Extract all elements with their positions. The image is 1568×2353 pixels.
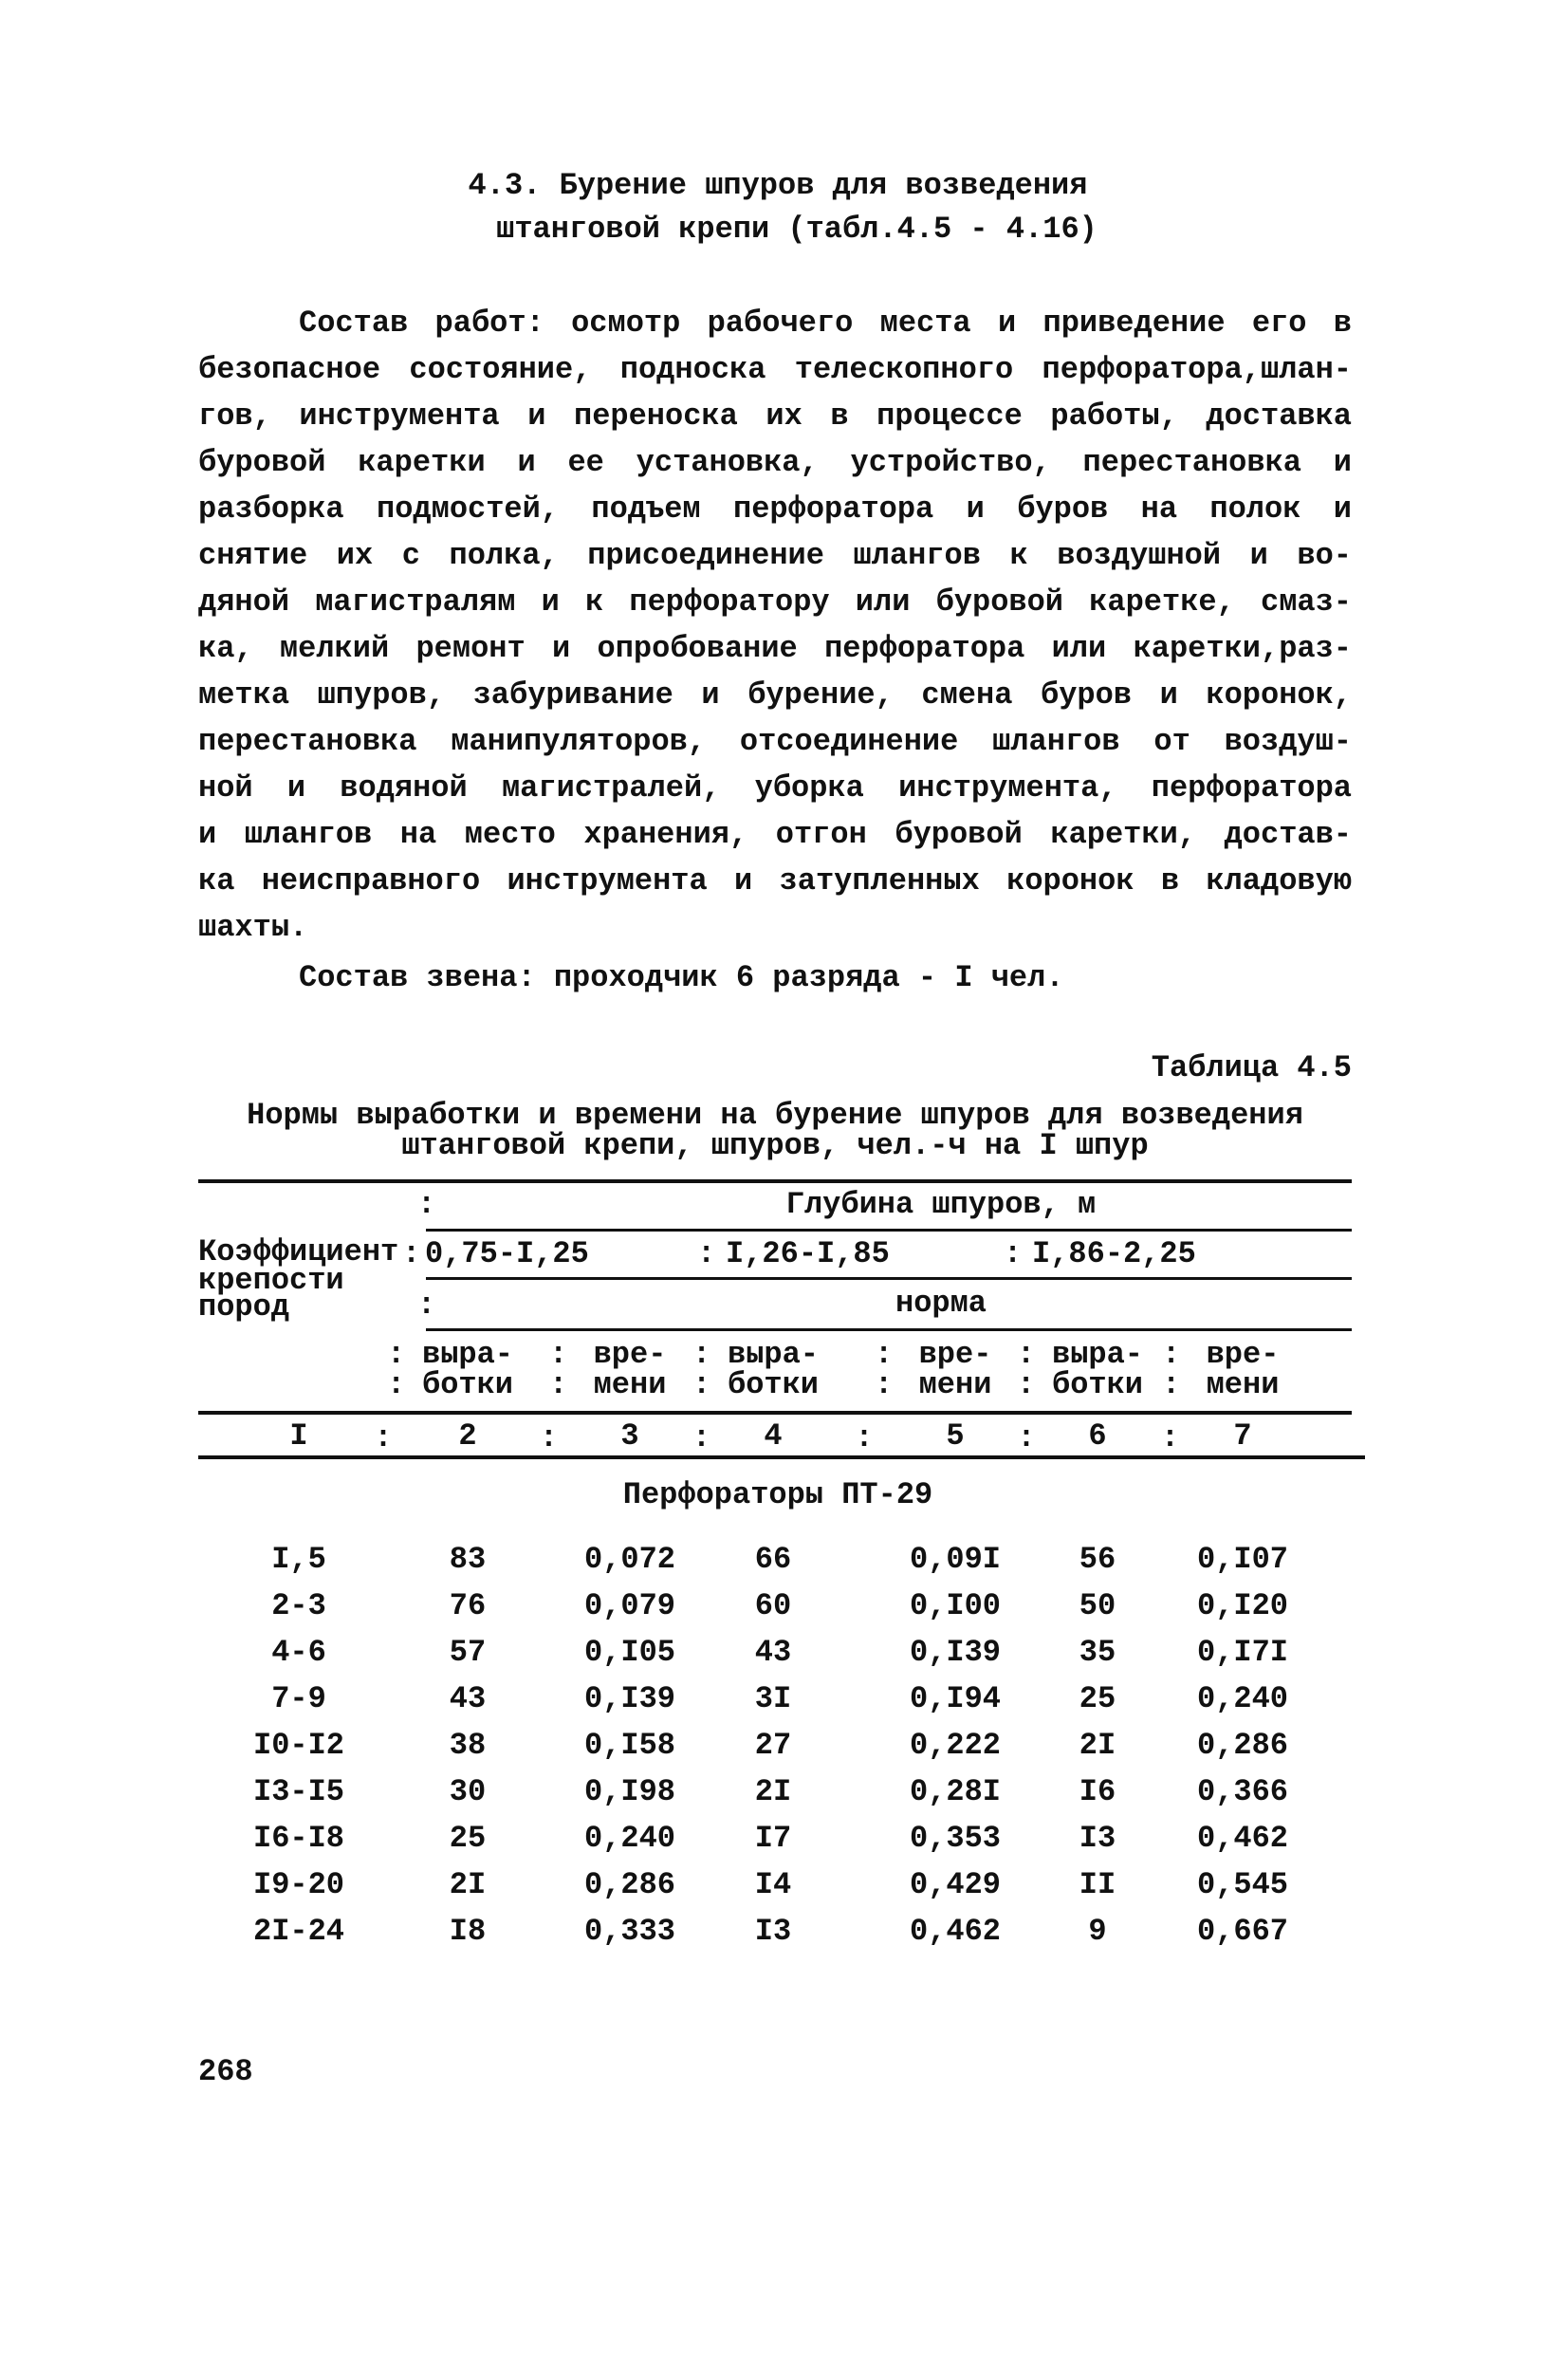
row-header-line2: крепости — [198, 1263, 344, 1298]
table-cell: 9 — [1088, 1914, 1107, 1949]
table-cell: I7 — [754, 1821, 792, 1856]
table-cell: 57 — [449, 1635, 487, 1670]
header-bottom-rule — [198, 1411, 1352, 1415]
col-separator: : — [387, 1367, 406, 1402]
table-cell: 0,09I — [909, 1542, 1002, 1577]
table-cell: 2I — [449, 1867, 487, 1902]
table-label: Таблица 4.5 — [1151, 1050, 1352, 1085]
depth-header: Глубина шпуров, м — [785, 1187, 1097, 1222]
table-cell: 50 — [1079, 1588, 1116, 1623]
col-separator: : — [402, 1236, 421, 1271]
table-cell: 2I — [754, 1774, 792, 1809]
table-cell: 0,240 — [1196, 1681, 1289, 1716]
col-separator: : — [417, 1187, 436, 1222]
table-cell: 38 — [449, 1728, 487, 1763]
col-separator: : — [374, 1420, 393, 1455]
table-cell: 27 — [754, 1728, 792, 1763]
col-separator: : — [875, 1367, 894, 1402]
table-cell: 0,I07 — [1196, 1542, 1289, 1577]
table-cell: I8 — [449, 1914, 487, 1949]
table-cell: 25 — [449, 1821, 487, 1856]
col-separator: : — [1162, 1337, 1181, 1372]
table-cell: 0,353 — [909, 1821, 1002, 1856]
sub-header: вре- — [593, 1337, 667, 1372]
col-separator: : — [1017, 1337, 1036, 1372]
table-cell: 2-3 — [271, 1588, 326, 1623]
table-cell: I,5 — [271, 1542, 326, 1577]
page-number: 268 — [198, 2054, 253, 2089]
column-numbers-rule — [198, 1455, 1365, 1459]
table-cell: 25 — [1079, 1681, 1116, 1716]
table-cell: 0,286 — [1196, 1728, 1289, 1763]
table-cell: 4-6 — [271, 1635, 326, 1670]
table-cell: 0,079 — [583, 1588, 676, 1623]
sub-header: мени — [918, 1367, 992, 1402]
col-separator: : — [697, 1236, 716, 1271]
table-cell: 0,462 — [1196, 1821, 1289, 1856]
table-cell: I4 — [754, 1867, 792, 1902]
col-separator: : — [1162, 1367, 1181, 1402]
table-cell: I3 — [1079, 1821, 1116, 1856]
sub-header: мени — [593, 1367, 667, 1402]
table-cell: 0,I94 — [909, 1681, 1002, 1716]
table-cell: 0,286 — [583, 1867, 676, 1902]
depth-range-1: 0,75-I,25 — [425, 1236, 589, 1271]
paragraph-line: и шлангов на место хранения, отгон буровой каретки, достав- — [198, 817, 1352, 852]
table-cell: I6-I8 — [252, 1821, 345, 1856]
depth-rule — [426, 1229, 1352, 1232]
table-cell: 2I-24 — [252, 1914, 345, 1949]
table-cell: I0-I2 — [252, 1728, 345, 1763]
table-cell: 43 — [754, 1635, 792, 1670]
norm-header: норма — [895, 1286, 987, 1321]
column-number: 2 — [458, 1418, 477, 1454]
table-cell: II — [1079, 1867, 1116, 1902]
table-title-line1: Нормы выработки и времени на бурение шпуров для возведения — [247, 1098, 1303, 1133]
section-heading-line1: 4.3. Бурение шпуров для возведения — [468, 168, 1088, 203]
table-cell: 43 — [449, 1681, 487, 1716]
table-cell: 0,I20 — [1196, 1588, 1289, 1623]
table-cell: I9-20 — [252, 1867, 345, 1902]
col-separator: : — [1017, 1420, 1036, 1455]
section-label: Перфораторы ПТ-29 — [622, 1477, 933, 1512]
table-cell: 0,I00 — [909, 1588, 1002, 1623]
depth-range-2: I,26-I,85 — [726, 1236, 890, 1271]
column-number: 5 — [946, 1418, 965, 1454]
table-cell: 0,545 — [1196, 1867, 1289, 1902]
table-cell: 0,I39 — [583, 1681, 676, 1716]
col-separator: : — [1160, 1420, 1180, 1455]
row-header-line1: Коэффициент — [198, 1234, 399, 1269]
table-cell: 60 — [754, 1588, 792, 1623]
table-cell: 83 — [449, 1542, 487, 1577]
col-separator: : — [692, 1420, 711, 1455]
row-header-line3: пород — [198, 1289, 290, 1325]
col-separator: : — [417, 1288, 436, 1323]
table-cell: 0,429 — [909, 1867, 1002, 1902]
col-separator: : — [539, 1420, 559, 1455]
table-cell: 0,I39 — [909, 1635, 1002, 1670]
table-cell: 30 — [449, 1774, 487, 1809]
sub-header: вре- — [1206, 1337, 1280, 1372]
table-cell: 0,222 — [909, 1728, 1002, 1763]
col-separator: : — [692, 1367, 711, 1402]
table-cell: 0,I05 — [583, 1635, 676, 1670]
paragraph-line: Состав работ: осмотр рабочего места и приведение его в — [299, 306, 1352, 341]
paragraph-line: шахты. — [198, 910, 308, 945]
table-cell: 2I — [1079, 1728, 1116, 1763]
paragraph-line: ной и водяной магистралей, уборка инструмента, перфоратора — [198, 770, 1352, 806]
table-title-line2: штанговой крепи, шпуров, чел.-ч на I шпур — [401, 1128, 1149, 1163]
table-cell: 3I — [754, 1681, 792, 1716]
column-number: I — [289, 1418, 308, 1454]
col-separator: : — [549, 1337, 568, 1372]
table-cell: 0,28I — [909, 1774, 1002, 1809]
table-cell: 56 — [1079, 1542, 1116, 1577]
table-top-rule — [198, 1179, 1352, 1183]
section-heading-line2: штанговой крепи (табл.4.5 - 4.16) — [496, 212, 1098, 247]
table-cell: 0,I7I — [1196, 1635, 1289, 1670]
column-number: 4 — [764, 1418, 783, 1454]
table-cell: 76 — [449, 1588, 487, 1623]
paragraph-line: ка неисправного инструмента и затупленных коронок в кладовую — [198, 863, 1352, 899]
table-cell: 0,072 — [583, 1542, 676, 1577]
sub-header: выра- — [727, 1337, 820, 1372]
sub-header: мени — [1206, 1367, 1280, 1402]
paragraph-line: метка шпуров, забуривание и бурение, смена буров и коронок, — [198, 677, 1352, 713]
sub-header: ботки — [727, 1367, 820, 1402]
paragraph-line: гов, инструмента и переноска их в процессе работы, доставка — [198, 398, 1352, 434]
col-separator: : — [1004, 1236, 1023, 1271]
sub-header: выра- — [1051, 1337, 1144, 1372]
column-number: 7 — [1233, 1418, 1252, 1454]
col-separator: : — [549, 1367, 568, 1402]
table-cell: 66 — [754, 1542, 792, 1577]
table-cell: I6 — [1079, 1774, 1116, 1809]
paragraph-line: разборка подмостей, подъем перфоратора и буров на полок и — [198, 491, 1352, 527]
table-cell: I3-I5 — [252, 1774, 345, 1809]
paragraph-line: перестановка манипуляторов, отсоединение шлангов от воздуш- — [198, 724, 1352, 759]
table-cell: 0,462 — [909, 1914, 1002, 1949]
table-cell: 0,240 — [583, 1821, 676, 1856]
sub-header: ботки — [1051, 1367, 1144, 1402]
crew-composition: Состав звена: проходчик 6 разряда - I чел. — [299, 960, 1064, 995]
table-cell: I3 — [754, 1914, 792, 1949]
sub-header: выра- — [421, 1337, 514, 1372]
col-separator: : — [875, 1337, 894, 1372]
col-separator: : — [1017, 1367, 1036, 1402]
table-cell: 0,667 — [1196, 1914, 1289, 1949]
table-cell: 0,333 — [583, 1914, 676, 1949]
paragraph-line: безопасное состояние, подноска телескопного перфоратора,шлан- — [198, 352, 1352, 387]
paragraph-line: буровой каретки и ее установка, устройство, перестановка и — [198, 445, 1352, 480]
depth-range-3: I,86-2,25 — [1032, 1236, 1196, 1271]
column-number: 3 — [620, 1418, 639, 1454]
paragraph-line: ка, мелкий ремонт и опробование перфоратора или каретки,раз- — [198, 631, 1352, 666]
sub-header: вре- — [918, 1337, 992, 1372]
norm-rule — [426, 1328, 1352, 1331]
col-separator: : — [692, 1337, 711, 1372]
column-number: 6 — [1088, 1418, 1107, 1454]
table-cell: 0,I58 — [583, 1728, 676, 1763]
col-separator: : — [855, 1420, 874, 1455]
table-cell: 0,366 — [1196, 1774, 1289, 1809]
table-cell: 0,I98 — [583, 1774, 676, 1809]
table-cell: 7-9 — [271, 1681, 326, 1716]
range-rule — [426, 1277, 1352, 1280]
paragraph-line: снятие их с полка, присоединение шлангов к воздушной и во- — [198, 538, 1352, 573]
sub-header: ботки — [421, 1367, 514, 1402]
table-cell: 35 — [1079, 1635, 1116, 1670]
paragraph-line: дяной магистралям и к перфоратору или буровой каретке, смаз- — [198, 584, 1352, 620]
col-separator: : — [387, 1337, 406, 1372]
